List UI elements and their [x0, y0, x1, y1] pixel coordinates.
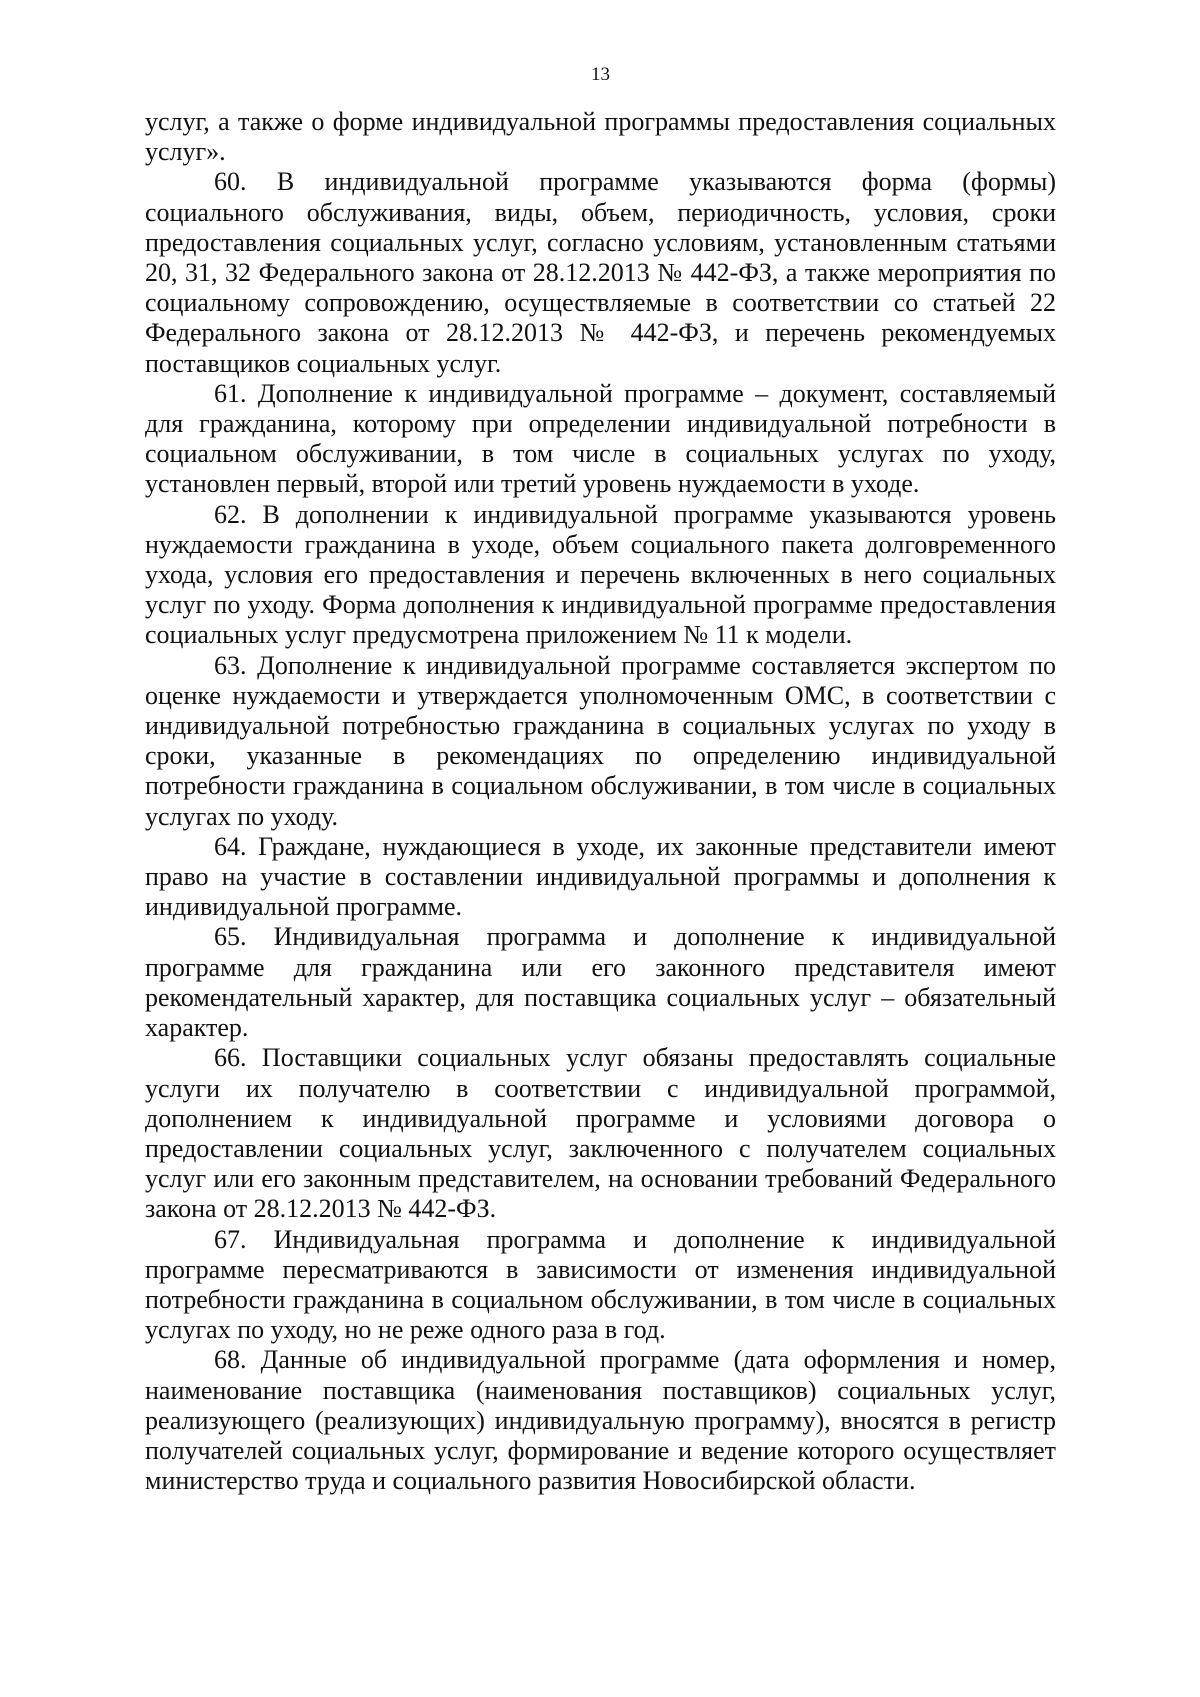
paragraph-66: 66. Поставщики социальных услуг обязаны предоставлять социальные услуги их получателю в соответствии с индивидуальной программой, дополнением к индивидуальной программе и условиями договора о предоставлении социальных услуг, заключенного с получателем социальных услуг или его законным представителем, на основании требований Федерального закона от 28.12.2013 № 442-ФЗ. [145, 1043, 1056, 1224]
paragraph-62: 62. В дополнении к индивидуальной программе указываются уровень нуждаемости гражданина в уходе, объем социального пакета долговременного ухода, условия его предоставления и перечень включенных в него социальных услуг по уходу. Форма дополнения к индивидуальной программе предоставления социальных услуг предусмотрена приложением № 11 к модели. [145, 499, 1056, 650]
paragraph-63: 63. Дополнение к индивидуальной программе составляется экспертом по оценке нуждаемости и утверждается уполномоченным ОМС, в соответствии с индивидуальной потребностью гражданина в социальных услугах по уходу в сроки, указанные в рекомендациях по определению индивидуальной потребности гражданина в социальном обслуживании, в том числе в социальных услугах по уходу. [145, 650, 1056, 831]
paragraph-60: 60. В индивидуальной программе указываются форма (формы) социального обслуживания, виды, объем, периодичность, условия, сроки предоставления социальных услуг, согласно условиям, установленным статьями 20, 31, 32 Федерального закона от 28.12.2013 № 442-ФЗ, а также мероприятия по социальному сопровождению, осуществляемые в соответствии со статьей 22 Федерального закона от 28.12.2013 № 442-ФЗ, и перечень рекомендуемых поставщиков социальных услуг. [145, 167, 1056, 378]
paragraph-67: 67. Индивидуальная программа и дополнение к индивидуальной программе пересматриваются в зависимости от изменения индивидуальной потребности гражданина в социальном обслуживании, в том числе в социальных услугах по уходу, но не реже одного раза в год. [145, 1224, 1056, 1345]
paragraph-continuation: услуг, а также о форме индивидуальной программы предоставления социальных услуг». [145, 107, 1056, 167]
paragraph-61: 61. Дополнение к индивидуальной программе – документ, составляемый для гражданина, которому при определении индивидуальной потребности в социальном обслуживании, в том числе в социальных услугах по уходу, установлен первый, второй или третий уровень нуждаемости в уходе. [145, 378, 1056, 499]
document-body [145, 107, 1056, 1496]
paragraph-64: 64. Граждане, нуждающиеся в уходе, их законные представители имеют право на участие в составлении индивидуальной программы и дополнения к индивидуальной программе. [145, 831, 1056, 922]
paragraph-65: 65. Индивидуальная программа и дополнение к индивидуальной программе для гражданина или его законного представителя имеют рекомендательный характер, для поставщика социальных услуг – обязательный характер. [145, 922, 1056, 1043]
paragraph-68: 68. Данные об индивидуальной программе (дата оформления и номер, наименование поставщика (наименования поставщиков) социальных услуг, реализующего (реализующих) индивидуальную программу), вносятся в регистр получателей социальных услуг, формирование и ведение которого осуществляет министерство труда и социального развития Новосибирской области. [145, 1345, 1056, 1496]
page-number: 13 [591, 64, 610, 85]
